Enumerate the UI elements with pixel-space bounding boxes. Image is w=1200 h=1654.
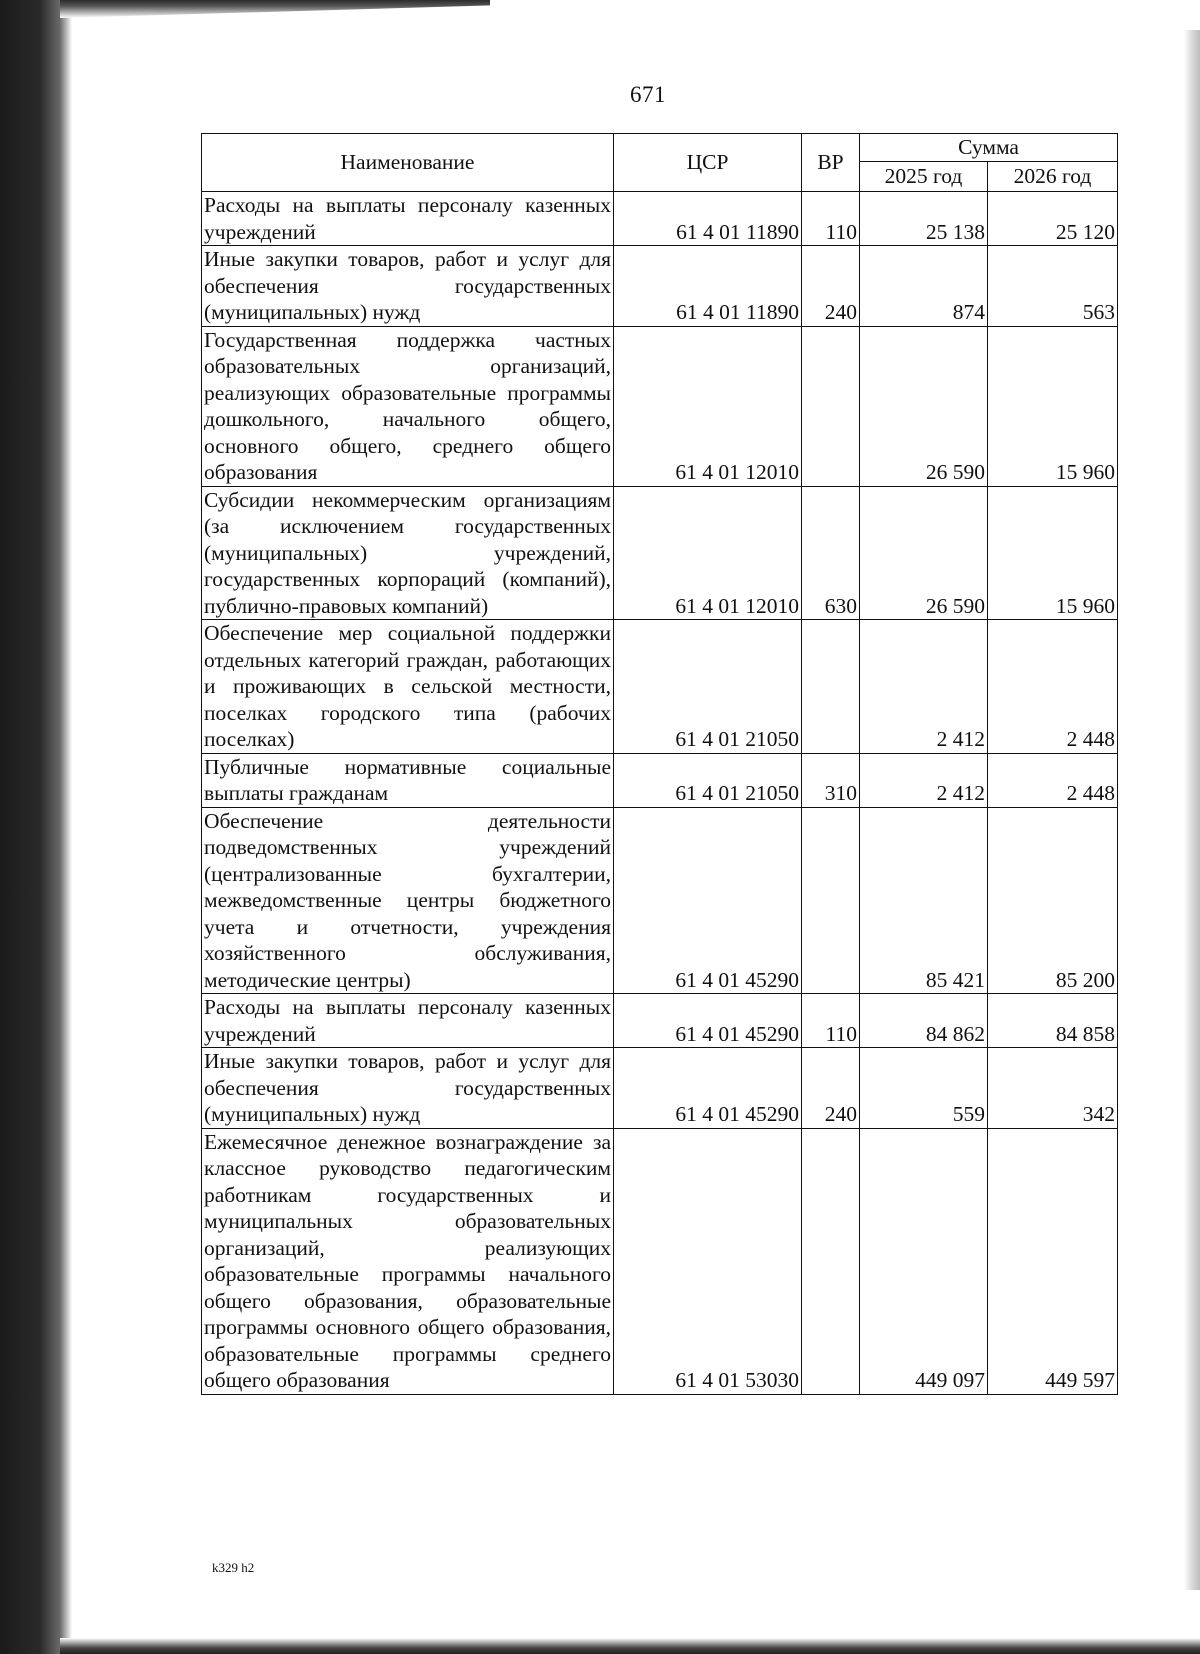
row-csr-cell: 61 4 01 45290: [614, 1048, 802, 1129]
row-2026-cell: 25 120: [988, 192, 1118, 246]
row-2026-cell: 85 200: [988, 807, 1118, 994]
row-csr-cell: 61 4 01 21050: [614, 753, 802, 807]
table-row: [202, 807, 1118, 994]
column-header-csr: ЦСР: [614, 134, 802, 192]
footer-code: k329 h2: [212, 1560, 255, 1575]
row-name-cell: Расходы на выплаты персоналу казенных учреждений: [202, 994, 614, 1048]
row-vr-cell: 630: [802, 486, 860, 620]
table-row: [202, 620, 1118, 754]
table-row: [202, 753, 1118, 807]
row-name-cell: Расходы на выплаты персоналу казенных учреждений: [202, 192, 614, 246]
row-2026-cell: 563: [988, 246, 1118, 327]
table-row: [202, 1048, 1118, 1129]
column-header-name: Наименование: [202, 134, 614, 192]
row-vr-cell: 110: [802, 994, 860, 1048]
row-vr-cell: 240: [802, 246, 860, 327]
row-name-cell: Субсидии некоммерческим организациям (за исключением государственных (муниципальных) учреждений, государственных корпораций (компаний), публично-правовых компаний): [202, 486, 614, 620]
row-2025-cell: 449 097: [860, 1128, 988, 1394]
column-header-2025: 2025 год: [860, 162, 988, 192]
table-row: [202, 486, 1118, 620]
row-2026-cell: 2 448: [988, 620, 1118, 754]
row-vr-cell: [802, 1128, 860, 1394]
row-name-cell: Иные закупки товаров, работ и услуг для обеспечения государственных (муниципальных) нужд: [202, 246, 614, 327]
row-2025-cell: 26 590: [860, 326, 988, 486]
scan-edge-top: [60, 0, 490, 18]
table-row: [202, 326, 1118, 486]
row-2025-cell: 2 412: [860, 620, 988, 754]
row-2026-cell: 15 960: [988, 326, 1118, 486]
row-vr-cell: 110: [802, 192, 860, 246]
row-name-cell: Государственная поддержка частных образовательных организаций, реализующих образовательные программы дошкольного, начального общего, основного общего, среднего общего образования: [202, 326, 614, 486]
row-2025-cell: 26 590: [860, 486, 988, 620]
row-name-cell: Иные закупки товаров, работ и услуг для обеспечения государственных (муниципальных) нужд: [202, 1048, 614, 1129]
row-2025-cell: 85 421: [860, 807, 988, 994]
header-row-1: [202, 134, 1118, 162]
row-csr-cell: 61 4 01 11890: [614, 246, 802, 327]
row-csr-cell: 61 4 01 45290: [614, 994, 802, 1048]
row-csr-cell: 61 4 01 12010: [614, 486, 802, 620]
scan-edge-right: [1184, 30, 1200, 1590]
scan-edge-left: [0, 0, 72, 1654]
row-2025-cell: 2 412: [860, 753, 988, 807]
budget-table: [201, 133, 1118, 1395]
column-header-vr: ВР: [802, 134, 860, 192]
scan-edge-bottom: [60, 1638, 1200, 1654]
column-header-sum: Сумма: [860, 134, 1118, 162]
row-name-cell: Обеспечение мер социальной поддержки отдельных категорий граждан, работающих и проживающих в сельской местности, поселках городского типа (рабочих поселках): [202, 620, 614, 754]
row-2025-cell: 559: [860, 1048, 988, 1129]
row-2026-cell: 84 858: [988, 994, 1118, 1048]
row-csr-cell: 61 4 01 21050: [614, 620, 802, 754]
row-name-cell: Обеспечение деятельности подведомственных учреждений (централизованные бухгалтерии, межведомственные центры бюджетного учета и отчетности, учреждения хозяйственного обслуживания, методические центры): [202, 807, 614, 994]
row-csr-cell: 61 4 01 45290: [614, 807, 802, 994]
row-2026-cell: 15 960: [988, 486, 1118, 620]
row-vr-cell: 310: [802, 753, 860, 807]
row-vr-cell: [802, 326, 860, 486]
table-row: [202, 994, 1118, 1048]
row-vr-cell: [802, 620, 860, 754]
row-vr-cell: 240: [802, 1048, 860, 1129]
row-2025-cell: 25 138: [860, 192, 988, 246]
table-body: [202, 192, 1118, 1395]
row-2026-cell: 342: [988, 1048, 1118, 1129]
row-vr-cell: [802, 807, 860, 994]
table-row: [202, 192, 1118, 246]
page-number: 671: [630, 82, 666, 107]
row-csr-cell: 61 4 01 11890: [614, 192, 802, 246]
row-csr-cell: 61 4 01 12010: [614, 326, 802, 486]
row-2025-cell: 84 862: [860, 994, 988, 1048]
row-name-cell: Публичные нормативные социальные выплаты гражданам: [202, 753, 614, 807]
row-2025-cell: 874: [860, 246, 988, 327]
row-name-cell: Ежемесячное денежное вознаграждение за классное руководство педагогическим работникам государственных и муниципальных образовательных организаций, реализующих образовательные программы начального общего образования, образовательные программы основного общего образования, образовательные программы среднего общего образования: [202, 1128, 614, 1394]
row-2026-cell: 2 448: [988, 753, 1118, 807]
table-row: [202, 246, 1118, 327]
row-2026-cell: 449 597: [988, 1128, 1118, 1394]
row-csr-cell: 61 4 01 53030: [614, 1128, 802, 1394]
table-row: [202, 1128, 1118, 1394]
column-header-2026: 2026 год: [988, 162, 1118, 192]
